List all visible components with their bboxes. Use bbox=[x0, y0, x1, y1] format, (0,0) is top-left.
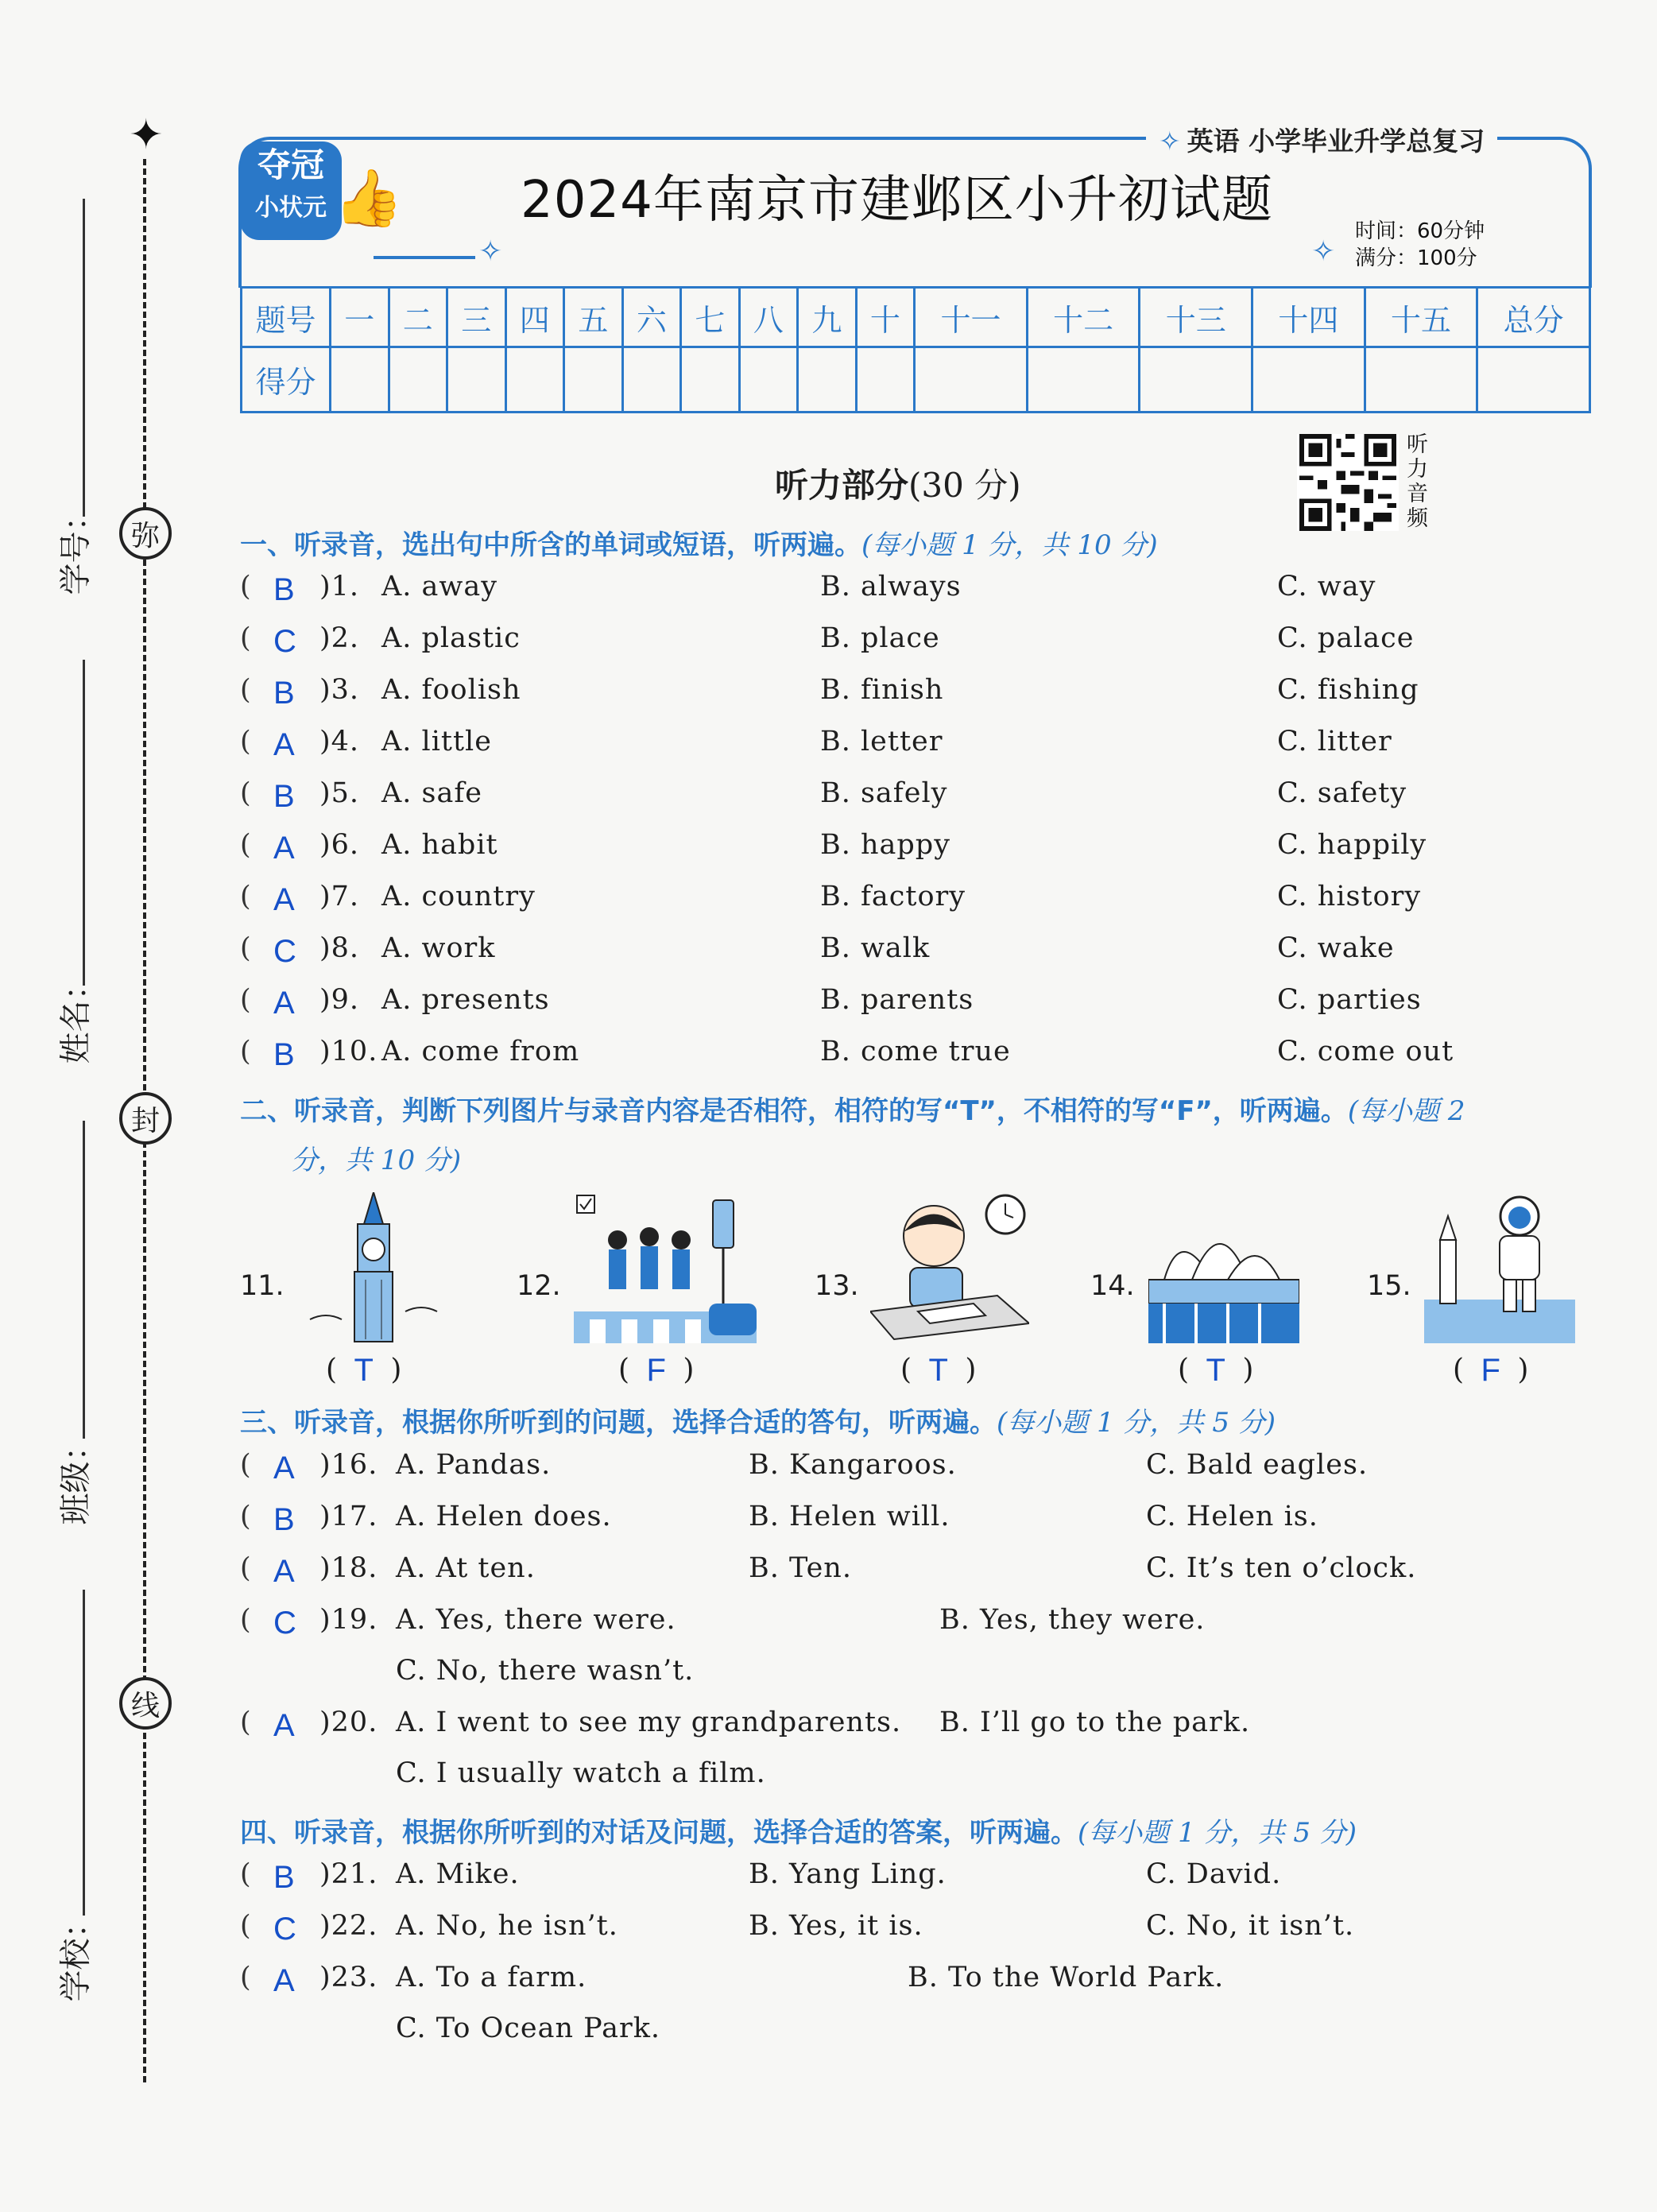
score-table-header-row bbox=[242, 288, 1590, 347]
answer-box: ( F ) bbox=[618, 1353, 695, 1388]
score-cell[interactable] bbox=[447, 347, 506, 413]
option-b[interactable]: B. letter bbox=[820, 726, 943, 757]
option-b[interactable]: B. parents bbox=[820, 984, 974, 1016]
brand-logo bbox=[240, 141, 404, 245]
big-ben-icon bbox=[302, 1192, 445, 1343]
answer-mark[interactable]: C bbox=[273, 1606, 297, 1641]
answer-mark[interactable]: A bbox=[273, 882, 296, 917]
answer-mark[interactable]: T bbox=[354, 1353, 374, 1388]
seal-character: 线 bbox=[119, 1677, 172, 1730]
answer-mark[interactable]: A bbox=[273, 1451, 296, 1486]
open-paren: ( bbox=[240, 881, 252, 912]
option-a[interactable]: A. No, he isn’t. bbox=[396, 1910, 618, 1942]
picture-number: 15. bbox=[1367, 1270, 1411, 1302]
exam-time: 时间：60分钟 bbox=[1355, 219, 1485, 243]
table-cell: 十四 bbox=[1252, 288, 1365, 347]
open-paren: ( bbox=[240, 1552, 252, 1584]
open-paren: ( bbox=[240, 1501, 252, 1532]
class-blank[interactable] bbox=[83, 1121, 85, 1439]
answer-box: ( T ) bbox=[900, 1353, 977, 1388]
option-c[interactable]: C. wake bbox=[1277, 932, 1395, 964]
score-cell[interactable] bbox=[915, 347, 1028, 413]
score-table bbox=[240, 286, 1591, 413]
option-c[interactable]: C. happily bbox=[1277, 829, 1427, 861]
option-a[interactable]: A. I went to see my grandparents. bbox=[396, 1706, 902, 1738]
question-number: )17. bbox=[319, 1501, 378, 1532]
option-c[interactable]: C. I usually watch a film. bbox=[396, 1757, 766, 1789]
answer-mark[interactable]: B bbox=[273, 1860, 296, 1895]
answer-mark[interactable]: T bbox=[1206, 1353, 1225, 1388]
option-a[interactable]: A. come from bbox=[381, 1036, 580, 1067]
option-b[interactable]: B. place bbox=[820, 622, 940, 654]
open-paren: ( bbox=[240, 1910, 252, 1942]
question-number: )22. bbox=[319, 1910, 378, 1942]
question-number: )19. bbox=[319, 1604, 378, 1636]
question-number: )7. bbox=[319, 881, 360, 912]
star-icon: ✦ bbox=[129, 111, 164, 159]
option-a[interactable]: A. foolish bbox=[381, 674, 521, 706]
open-paren: ( bbox=[240, 829, 252, 861]
astronaut-icon bbox=[1424, 1192, 1575, 1343]
qr-label: 听力音频 bbox=[1407, 432, 1428, 531]
boy-reading-icon bbox=[870, 1192, 1029, 1343]
answer-mark[interactable]: B bbox=[273, 779, 296, 814]
option-c[interactable]: C. palace bbox=[1277, 622, 1415, 654]
option-a[interactable]: A. away bbox=[381, 571, 497, 602]
score-cell[interactable] bbox=[1027, 347, 1140, 413]
score-cell[interactable] bbox=[622, 347, 681, 413]
open-paren: ( bbox=[240, 1858, 252, 1890]
option-a[interactable]: A. presents bbox=[381, 984, 550, 1016]
question-number: )9. bbox=[319, 984, 360, 1016]
option-b[interactable]: B. Yang Ling. bbox=[749, 1858, 947, 1890]
option-c[interactable]: C. To Ocean Park. bbox=[396, 2012, 661, 2044]
open-paren: ( bbox=[240, 984, 252, 1016]
table-cell: 二 bbox=[389, 288, 447, 347]
answer-mark[interactable]: C bbox=[273, 1912, 297, 1947]
series-label: ✧ 英语 小学毕业升学总复习 bbox=[1146, 121, 1497, 158]
answer-mark[interactable]: A bbox=[273, 1963, 296, 1998]
question-number: )18. bbox=[319, 1552, 378, 1584]
answer-mark[interactable]: B bbox=[273, 1037, 296, 1072]
logo-text: 小状元 bbox=[255, 194, 327, 222]
name-label: 姓名： bbox=[57, 968, 95, 1064]
sydney-opera-house-icon bbox=[1148, 1192, 1299, 1343]
option-a[interactable]: A. work bbox=[381, 932, 496, 964]
table-cell: 七 bbox=[681, 288, 740, 347]
option-a[interactable]: A. little bbox=[381, 726, 492, 757]
score-cell[interactable] bbox=[1140, 347, 1252, 413]
exam-full-score: 满分：100分 bbox=[1355, 246, 1477, 270]
qr-code[interactable] bbox=[1297, 434, 1399, 531]
table-cell: 六 bbox=[622, 288, 681, 347]
school-blank[interactable] bbox=[83, 1590, 85, 1916]
section-3-heading: 三、听录音，根据你所听到的问题，选择合适的答句，听两遍。(每小题 1 分，共 5 分) bbox=[240, 1407, 1276, 1439]
option-b[interactable]: B. always bbox=[820, 571, 962, 602]
option-b[interactable]: B. Ten. bbox=[749, 1552, 852, 1584]
answer-mark[interactable]: A bbox=[273, 831, 296, 866]
score-cell[interactable] bbox=[856, 347, 915, 413]
qr-code-icon bbox=[1297, 434, 1399, 531]
option-b[interactable]: B. I’ll go to the park. bbox=[939, 1706, 1251, 1738]
option-b[interactable]: B. factory bbox=[820, 881, 966, 912]
question-number: )8. bbox=[319, 932, 360, 964]
score-cell[interactable] bbox=[739, 347, 798, 413]
section-1-heading: 一、听录音，选出句中所含的单词或短语，听两遍。(每小题 1 分，共 10 分) bbox=[240, 529, 1158, 561]
option-a[interactable]: A. To a farm. bbox=[396, 1962, 587, 1993]
question-number: )20. bbox=[319, 1706, 378, 1738]
score-cell[interactable] bbox=[331, 347, 389, 413]
answer-mark[interactable]: C bbox=[273, 624, 297, 659]
table-cell: 四 bbox=[505, 288, 564, 347]
option-c[interactable]: C. David. bbox=[1146, 1858, 1282, 1890]
open-paren: ( bbox=[240, 1962, 252, 1993]
sparkle-icon: ✧ bbox=[1159, 126, 1181, 157]
seal-character: 封 bbox=[119, 1092, 172, 1145]
question-number: )5. bbox=[319, 777, 360, 809]
answer-box: ( F ) bbox=[1453, 1353, 1529, 1388]
question-number: )16. bbox=[319, 1449, 378, 1481]
option-a[interactable]: A. At ten. bbox=[396, 1552, 536, 1584]
option-b[interactable]: B. walk bbox=[820, 932, 931, 964]
table-cell: 十三 bbox=[1140, 288, 1252, 347]
option-c[interactable]: C. come out bbox=[1277, 1036, 1454, 1067]
question-number: )23. bbox=[319, 1962, 378, 1993]
option-a[interactable]: A. Yes, there were. bbox=[396, 1604, 676, 1636]
score-cell[interactable] bbox=[798, 347, 857, 413]
name-blank[interactable] bbox=[83, 660, 85, 986]
table-cell: 题号 bbox=[242, 288, 331, 347]
answer-mark[interactable]: B bbox=[273, 1502, 296, 1537]
open-paren: ( bbox=[240, 1036, 252, 1067]
option-b[interactable]: B. happy bbox=[820, 829, 950, 861]
answer-box: ( T ) bbox=[326, 1353, 402, 1388]
answer-mark[interactable]: B bbox=[273, 572, 296, 607]
part-title: 听力部分(30 分) bbox=[775, 466, 1021, 505]
option-b[interactable]: B. come true bbox=[820, 1036, 1011, 1067]
section-4-heading: 四、听录音，根据你所听到的对话及问题，选择合适的答案，听两遍。(每小题 1 分，共 5 分) bbox=[240, 1817, 1357, 1849]
open-paren: ( bbox=[240, 1449, 252, 1481]
table-cell: 总分 bbox=[1477, 288, 1590, 347]
option-c[interactable]: C. No, it isn’t. bbox=[1146, 1910, 1355, 1942]
option-c[interactable]: C. parties bbox=[1277, 984, 1422, 1016]
option-c[interactable]: C. fishing bbox=[1277, 674, 1419, 706]
question-number: )4. bbox=[319, 726, 360, 757]
picture-number: 12. bbox=[517, 1270, 561, 1302]
score-cell[interactable] bbox=[505, 347, 564, 413]
table-cell: 十 bbox=[856, 288, 915, 347]
option-b[interactable]: B. Helen will. bbox=[749, 1501, 950, 1532]
open-paren: ( bbox=[240, 1706, 252, 1738]
option-c[interactable]: C. safety bbox=[1277, 777, 1407, 809]
crosswalk-icon bbox=[574, 1192, 757, 1343]
option-a[interactable]: A. Pandas. bbox=[396, 1449, 552, 1481]
answer-mark[interactable]: B bbox=[273, 676, 296, 711]
picture-number: 13. bbox=[815, 1270, 859, 1302]
question-number: )1. bbox=[319, 571, 360, 602]
option-c[interactable]: C. litter bbox=[1277, 726, 1392, 757]
class-label: 班级： bbox=[57, 1429, 95, 1525]
option-b[interactable]: B. Yes, they were. bbox=[939, 1604, 1206, 1636]
answer-mark[interactable]: F bbox=[1481, 1353, 1500, 1388]
answer-mark[interactable]: A bbox=[273, 1708, 296, 1743]
open-paren: ( bbox=[240, 777, 252, 809]
option-a[interactable]: A. safe bbox=[381, 777, 483, 809]
question-number: )10. bbox=[319, 1036, 378, 1067]
option-a[interactable]: A. Mike. bbox=[396, 1858, 520, 1890]
table-cell: 一 bbox=[331, 288, 389, 347]
table-cell: 十二 bbox=[1027, 288, 1140, 347]
section-2-points-cont: 分，共 10 分) bbox=[291, 1145, 462, 1176]
score-cell[interactable] bbox=[564, 347, 623, 413]
student-id-blank[interactable] bbox=[83, 199, 85, 517]
open-paren: ( bbox=[240, 726, 252, 757]
sparkle-icon: ✧ bbox=[1311, 235, 1336, 268]
logo-text: 夺冠 bbox=[257, 145, 324, 184]
option-c[interactable]: C. Helen is. bbox=[1146, 1501, 1318, 1532]
answer-mark[interactable]: A bbox=[273, 986, 296, 1021]
student-id-label: 学号： bbox=[57, 499, 95, 595]
option-b[interactable]: B. Yes, it is. bbox=[749, 1910, 923, 1942]
answer-mark[interactable]: T bbox=[928, 1353, 948, 1388]
table-cell: 十五 bbox=[1365, 288, 1477, 347]
exam-info bbox=[1355, 218, 1485, 272]
option-c[interactable]: C. way bbox=[1277, 571, 1376, 602]
open-paren: ( bbox=[240, 571, 252, 602]
table-cell: 十一 bbox=[915, 288, 1028, 347]
table-cell: 八 bbox=[739, 288, 798, 347]
open-paren: ( bbox=[240, 622, 252, 654]
question-number: )6. bbox=[319, 829, 360, 861]
open-paren: ( bbox=[240, 674, 252, 706]
option-a[interactable]: A. habit bbox=[381, 829, 498, 861]
option-a[interactable]: A. Helen does. bbox=[396, 1501, 612, 1532]
question-number: )2. bbox=[319, 622, 360, 654]
table-cell: 九 bbox=[798, 288, 857, 347]
score-cell[interactable] bbox=[681, 347, 740, 413]
option-a[interactable]: A. country bbox=[381, 881, 536, 912]
answer-mark[interactable]: A bbox=[273, 727, 296, 762]
score-table-score-row bbox=[242, 347, 1590, 413]
option-c[interactable]: C. No, there wasn’t. bbox=[396, 1655, 695, 1687]
picture-number: 11. bbox=[240, 1270, 285, 1302]
answer-mark[interactable]: C bbox=[273, 934, 297, 969]
option-b[interactable]: B. finish bbox=[820, 674, 944, 706]
table-cell: 五 bbox=[564, 288, 623, 347]
table-cell: 三 bbox=[447, 288, 506, 347]
option-b[interactable]: B. To the World Park. bbox=[908, 1962, 1225, 1993]
answer-mark[interactable]: F bbox=[646, 1353, 666, 1388]
seal-character: 弥 bbox=[119, 507, 172, 560]
picture-number: 14. bbox=[1090, 1270, 1135, 1302]
answer-mark[interactable]: A bbox=[273, 1554, 296, 1589]
school-label: 学校： bbox=[57, 1906, 95, 2002]
option-b[interactable]: B. safely bbox=[820, 777, 948, 809]
answer-box: ( T ) bbox=[1178, 1353, 1254, 1388]
thumbs-up-icon: 👍 bbox=[334, 165, 404, 230]
sparkle-icon: ✧ bbox=[478, 235, 503, 268]
score-cell[interactable] bbox=[1252, 347, 1365, 413]
section-2-heading: 二、听录音，判断下列图片与录音内容是否相符，相符的写“T”，不相符的写“F”，听两遍。(每小题 2 bbox=[240, 1095, 1465, 1127]
question-number: )3. bbox=[319, 674, 360, 706]
question-number: )21. bbox=[319, 1858, 378, 1890]
option-b[interactable]: B. Kangaroos. bbox=[749, 1449, 957, 1481]
open-paren: ( bbox=[240, 1604, 252, 1636]
score-cell[interactable] bbox=[1477, 347, 1590, 413]
option-c[interactable]: C. It’s ten o’clock. bbox=[1146, 1552, 1417, 1584]
logo-underline bbox=[374, 256, 475, 259]
open-paren: ( bbox=[240, 932, 252, 964]
score-cell[interactable] bbox=[1365, 347, 1477, 413]
option-a[interactable]: A. plastic bbox=[381, 622, 521, 654]
table-cell: 得分 bbox=[242, 347, 331, 413]
page-title: 2024年南京市建邺区小升初试题 bbox=[521, 171, 1273, 230]
score-cell[interactable] bbox=[389, 347, 447, 413]
option-c[interactable]: C. history bbox=[1277, 881, 1422, 912]
option-c[interactable]: C. Bald eagles. bbox=[1146, 1449, 1369, 1481]
